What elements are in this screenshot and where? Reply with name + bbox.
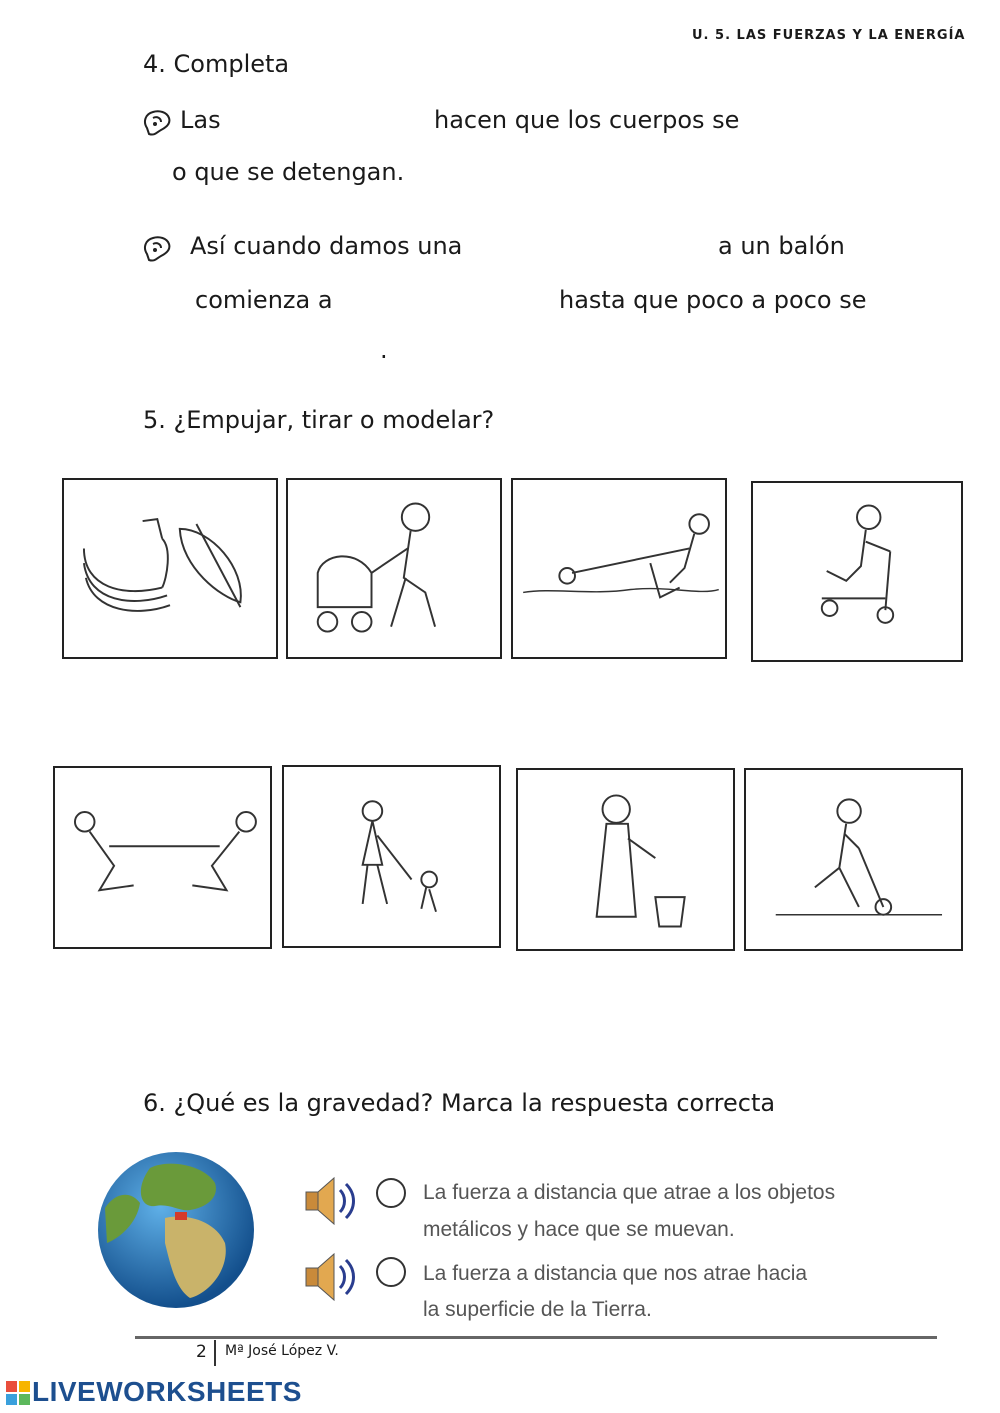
bananas-fork-drawing	[64, 480, 276, 657]
blank-3-input[interactable]	[458, 232, 712, 264]
s4-line3-a: Así cuando damos una	[190, 232, 463, 260]
option-2-line1: La fuerza a distancia que nos atrae hacia	[423, 1262, 808, 1285]
section-5-title: 5. ¿Empujar, tirar o modelar?	[143, 406, 495, 434]
blank-5-input[interactable]	[175, 336, 379, 368]
image-tug-of-war[interactable]	[53, 766, 272, 949]
blank-1-input[interactable]	[225, 106, 429, 138]
image-waterski[interactable]	[511, 478, 727, 659]
page-number: 2	[196, 1342, 207, 1362]
footer-rule	[135, 1336, 937, 1339]
tug-of-war-drawing	[55, 768, 270, 947]
woman-bin-drawing	[518, 770, 733, 949]
stroller-drawing	[288, 480, 500, 657]
s4-line2: o que se detengan.	[172, 158, 405, 186]
option-1-line1: La fuerza a distancia que atrae a los objetos	[423, 1181, 836, 1204]
image-walking-child[interactable]	[282, 765, 501, 948]
option-2-radio[interactable]	[376, 1257, 406, 1287]
s4-line5: .	[380, 336, 388, 364]
ear-icon	[141, 234, 175, 268]
ear-icon	[141, 108, 175, 142]
author-name: Mª José López V.	[225, 1343, 339, 1359]
s4-line4-b: hasta que poco a poco se	[559, 286, 867, 314]
image-scooter[interactable]	[751, 481, 963, 662]
unit-title: U. 5. LAS FUERZAS Y LA ENERGÍA	[692, 28, 966, 43]
option-1-line2: metálicos y hace que se muevan.	[423, 1218, 735, 1241]
footer-divider	[214, 1340, 216, 1366]
option-1-radio[interactable]	[376, 1178, 406, 1208]
s4-line4-a: comienza a	[195, 286, 333, 314]
earth-globe-icon	[95, 1148, 257, 1317]
scooter-drawing	[753, 483, 961, 660]
blank-2-input[interactable]	[732, 106, 916, 138]
waterski-drawing	[513, 480, 725, 657]
lawnmower-drawing	[746, 770, 961, 949]
section-4-title: 4. Completa	[143, 50, 290, 78]
s4-line3-b: a un balón	[718, 232, 845, 260]
image-woman-bin[interactable]	[516, 768, 735, 951]
section-6-title: 6. ¿Qué es la gravedad? Marca la respuesta correcta	[143, 1089, 776, 1117]
image-bananas-fork[interactable]	[62, 478, 278, 659]
brand-name[interactable]: LIVEWORKSHEETS	[32, 1376, 302, 1407]
s4-line1-b: hacen que los cuerpos se	[434, 106, 740, 134]
speaker-icon[interactable]	[302, 1172, 360, 1234]
walking-child-drawing	[284, 767, 499, 946]
option-2-line2: la superficie de la Tierra.	[423, 1298, 652, 1321]
image-lawnmower[interactable]	[744, 768, 963, 951]
liveworksheets-logo-icon	[6, 1381, 30, 1405]
blank-4-input[interactable]	[335, 286, 554, 318]
s4-line1-a: Las	[180, 106, 221, 134]
speaker-icon[interactable]	[302, 1248, 360, 1310]
image-pushing-stroller[interactable]	[286, 478, 502, 659]
